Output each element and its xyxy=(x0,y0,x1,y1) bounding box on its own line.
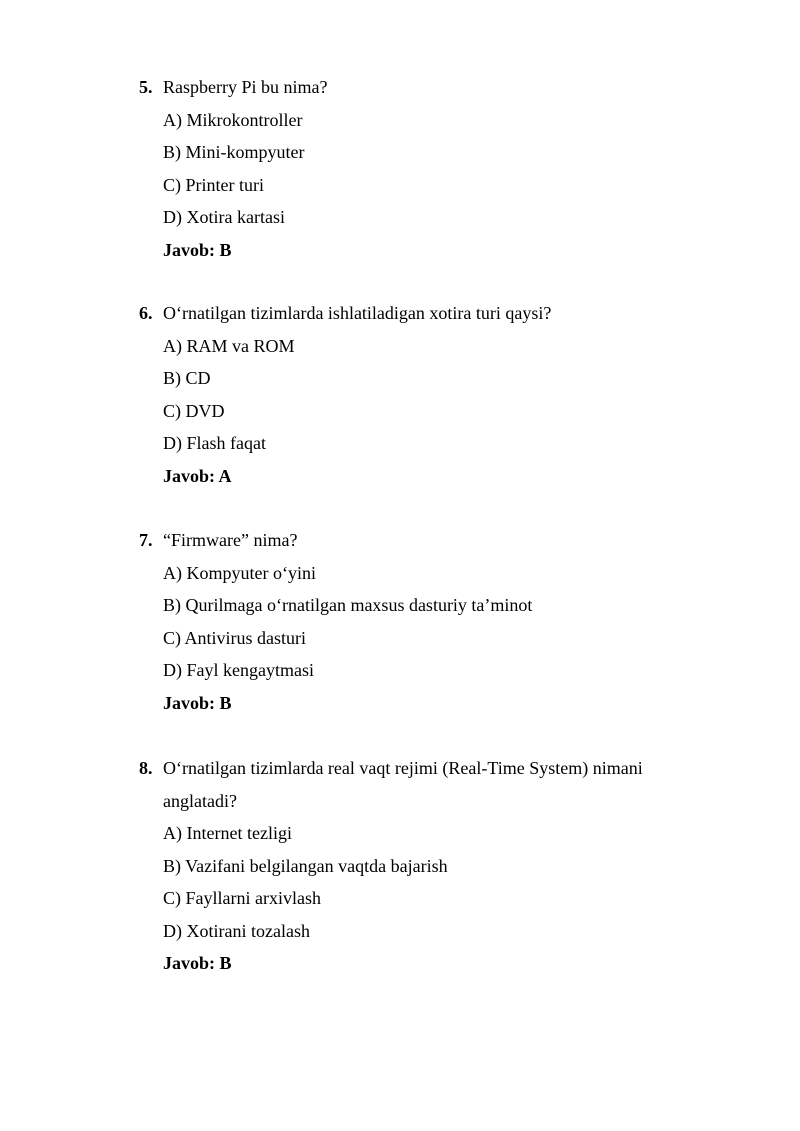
answer-key: Javob: B xyxy=(163,953,232,973)
option-a: A) Internet tezligi xyxy=(163,823,292,843)
question-text: O‘rnatilgan tizimlarda real vaqt rejimi (Real-Time System) nimani anglatadi? xyxy=(163,758,643,811)
option-b: B) Qurilmaga o‘rnatilgan maxsus dasturiy ta’minot xyxy=(163,595,533,615)
option-b: B) CD xyxy=(163,368,211,388)
question-text: Raspberry Pi bu nima? xyxy=(163,77,328,97)
option-d: D) Flash faqat xyxy=(163,433,266,453)
question-number: 8. xyxy=(139,758,153,778)
answer-key: Javob: B xyxy=(163,239,232,260)
option-d: D) Xotira kartasi xyxy=(163,207,285,227)
option-c: C) Antivirus dasturi xyxy=(163,627,306,648)
question-text: O‘rnatilgan tizimlarda ishlatiladigan xotira turi qaysi? xyxy=(163,303,552,323)
option-d: D) Xotirani tozalash xyxy=(163,920,310,941)
option-c: C) Printer turi xyxy=(163,174,264,195)
question-6 xyxy=(139,297,699,492)
question-number: 5. xyxy=(139,77,153,97)
answer-key: Javob: B xyxy=(163,692,232,713)
option-b: B) Vazifani belgilangan vaqtda bajarish xyxy=(163,855,448,876)
question-5 xyxy=(139,71,699,266)
option-a: A) RAM va ROM xyxy=(163,335,295,356)
option-a: A) Mikrokontroller xyxy=(163,109,303,130)
option-b: B) Mini-kompyuter xyxy=(163,142,305,162)
option-c: C) Fayllarni arxivlash xyxy=(163,888,321,908)
question-text: “Firmware” nima? xyxy=(163,530,298,550)
option-a: A) Kompyuter o‘yini xyxy=(163,562,316,583)
answer-key: Javob: A xyxy=(163,465,232,486)
question-7 xyxy=(139,524,699,719)
question-number: 7. xyxy=(139,530,153,550)
question-8 xyxy=(139,752,699,980)
question-number: 6. xyxy=(139,303,153,323)
option-c: C) DVD xyxy=(163,400,225,421)
option-d: D) Fayl kengaytmasi xyxy=(163,660,314,680)
